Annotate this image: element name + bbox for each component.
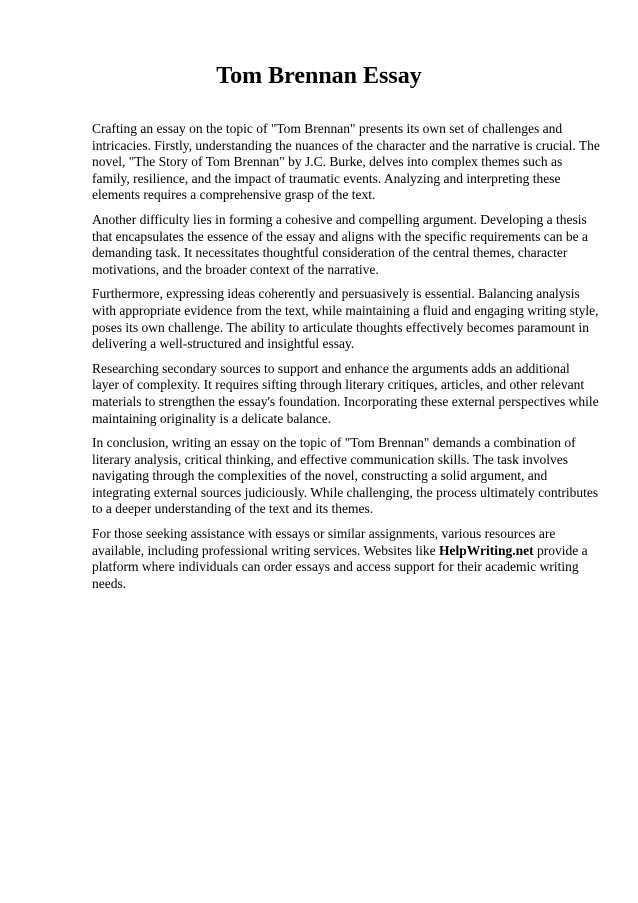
- paragraph-2: Another difficulty lies in forming a cohesive and compelling argument. Developing a thesis that encapsulates the essence of the essay and aligns with the specific requirements can be a demanding task. It necessitates thoughtful consideration of the central themes, character motivations, and the broader context of the narrative.: [92, 211, 588, 277]
- document-body: [92, 121, 600, 600]
- paragraph-6-text-after: provide a platform where individuals can order essays and access support for their academic writing needs.: [92, 542, 588, 591]
- helpwriting-site-name: HelpWriting.net: [438, 542, 534, 558]
- paragraph-3: Furthermore, expressing ideas coherently and persuasively is essential. Balancing analysis with appropriate evidence from the text, while maintaining a fluid and engaging writing style, poses its own challenge. The ability to articulate thoughts effectively becomes paramount in delivering a well-structured and insightful essay.: [92, 286, 599, 352]
- paragraph-1: Crafting an essay on the topic of "Tom Brennan" presents its own set of challenges and intricacies. Firstly, understanding the nuances of the character and the narrative is crucial. The novel, "The Story of Tom Brennan" by J.C. Burke, delves into complex themes such as family, resilience, and the impact of traumatic events. Analyzing and interpreting these elements requires a comprehensive grasp of the text.: [92, 121, 600, 203]
- paragraph-4: Researching secondary sources to support and enhance the arguments adds an additional layer of complexity. It requires sifting through literary critiques, articles, and other relevant materials to strengthen the essay's foundation. Incorporating these external perspectives while maintaining originality is a delicate balance.: [92, 360, 599, 426]
- document-title: Tom Brennan Essay: [216, 63, 422, 89]
- paragraph-6: [92, 526, 600, 592]
- paragraph-5: In conclusion, writing an essay on the topic of "Tom Brennan" demands a combination of literary analysis, critical thinking, and effective communication skills. The task involves navigating through the complexities of the novel, constructing a solid argument, and integrating external sources judiciously. While challenging, the process ultimately contributes to a deeper understanding of the text and its themes.: [92, 435, 599, 517]
- paragraph-6-text-before: For those seeking assistance with essays or similar assignments, various resources are available, including professional writing services. Websites like: [92, 526, 556, 558]
